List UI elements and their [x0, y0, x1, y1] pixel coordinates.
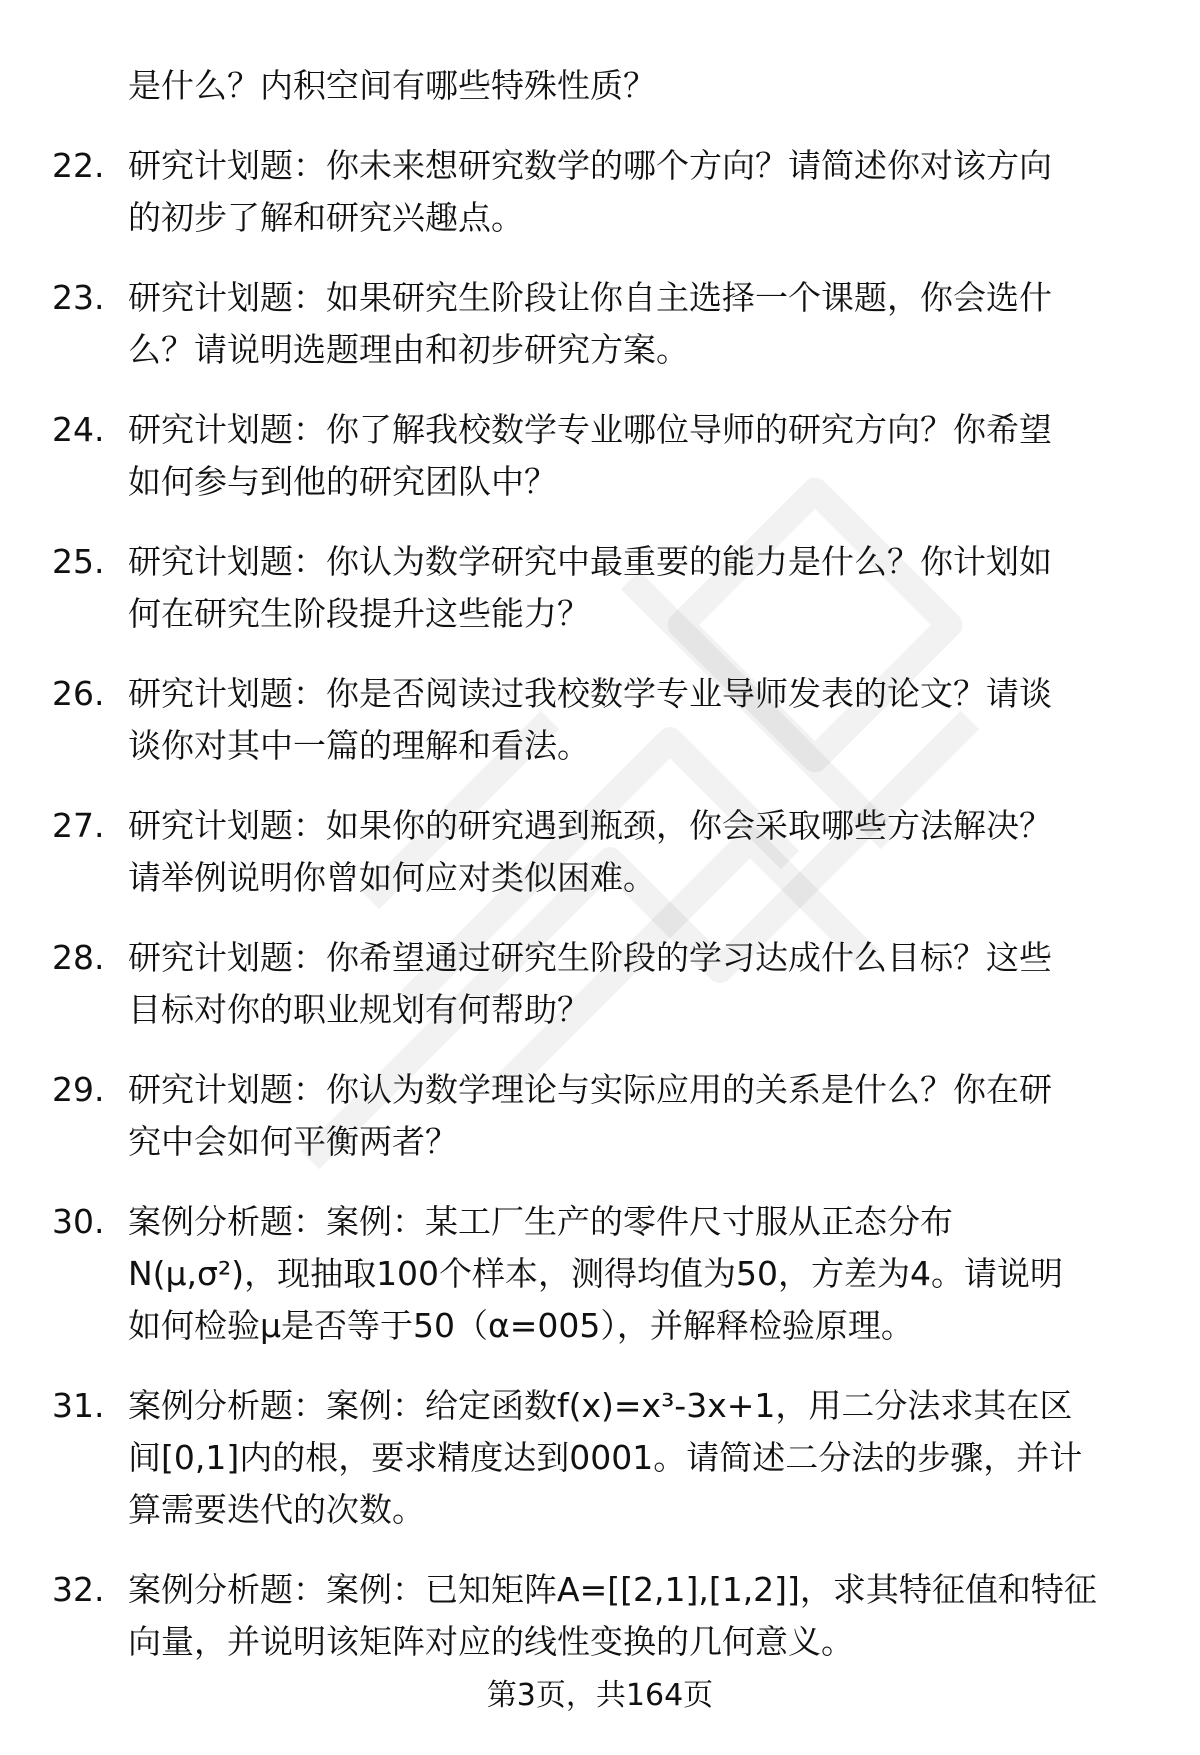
question-text-line: 向量，并说明该矩阵对应的线性变换的几何意义。 — [128, 1622, 854, 1661]
question-text-line: 研究计划题：你希望通过研究生阶段的学习达成什么目标？这些 — [128, 938, 1052, 977]
continued-question-text: 是什么？内积空间有哪些特殊性质？ — [128, 66, 656, 105]
question-item — [0, 272, 1158, 376]
question-number: 29. — [52, 1070, 105, 1109]
question-text-line: 研究计划题：你是否阅读过我校数学专业导师发表的论文？请谈 — [128, 674, 1052, 713]
question-text-line: 如何检验μ是否等于50（α=005），并解释检验原理。 — [128, 1306, 914, 1345]
question-text-line: 究中会如何平衡两者？ — [128, 1122, 458, 1161]
question-text-line: 研究计划题：你未来想研究数学的哪个方向？请简述你对该方向 — [128, 146, 1052, 185]
question-number: 27. — [52, 806, 105, 845]
question-text-line: 目标对你的职业规划有何帮助？ — [128, 990, 590, 1029]
question-text-line: 案例分析题：案例：给定函数f(x)=x³-3x+1，用二分法求其在区 — [128, 1386, 1073, 1425]
question-text-line: 么？请说明选题理由和初步研究方案。 — [128, 330, 689, 369]
question-number: 32. — [52, 1570, 105, 1609]
question-text-line: 请举例说明你曾如何应对类似困难。 — [128, 858, 656, 897]
question-item — [0, 800, 1158, 904]
question-text-line: 研究计划题：你认为数学理论与实际应用的关系是什么？你在研 — [128, 1070, 1052, 1109]
question-text-line: N(μ,σ²)，现抽取100个样本，测得均值为50，方差为4。请说明 — [128, 1254, 1064, 1293]
question-text-line: 的初步了解和研究兴趣点。 — [128, 198, 524, 237]
question-item — [0, 1380, 1158, 1536]
question-text-line: 算需要迭代的次数。 — [128, 1490, 425, 1529]
question-item — [0, 404, 1158, 508]
question-text-line: 谈你对其中一篇的理解和看法。 — [128, 726, 590, 765]
question-number: 22. — [52, 146, 105, 185]
question-number: 24. — [52, 410, 105, 449]
question-text-line: 案例分析题：案例：已知矩阵A=[[2,1],[1,2]]，求其特征值和特征 — [128, 1570, 1097, 1609]
question-text-line: 如何参与到他的研究团队中？ — [128, 462, 557, 501]
question-text-line: 案例分析题：案例：某工厂生产的零件尺寸服从正态分布 — [128, 1202, 953, 1241]
question-number: 30. — [52, 1202, 105, 1241]
question-text-line: 研究计划题：你了解我校数学专业哪位导师的研究方向？你希望 — [128, 410, 1052, 449]
question-item — [0, 1564, 1158, 1668]
question-number: 31. — [52, 1386, 105, 1425]
question-item — [0, 1196, 1158, 1352]
question-list — [0, 140, 1200, 1696]
question-item — [0, 536, 1158, 640]
question-number: 28. — [52, 938, 105, 977]
question-item — [0, 140, 1158, 244]
question-text-line: 研究计划题：如果你的研究遇到瓶颈，你会采取哪些方法解决？ — [128, 806, 1052, 845]
question-number: 23. — [52, 278, 105, 317]
page-footer: 第3页，共164页 — [486, 1678, 714, 1713]
question-item — [0, 668, 1158, 772]
question-text-line: 研究计划题：你认为数学研究中最重要的能力是什么？你计划如 — [128, 542, 1052, 581]
question-number: 25. — [52, 542, 105, 581]
question-text-line: 研究计划题：如果研究生阶段让你自主选择一个课题，你会选什 — [128, 278, 1052, 317]
question-item — [0, 932, 1158, 1036]
question-item — [0, 1064, 1158, 1168]
question-text-line: 何在研究生阶段提升这些能力？ — [128, 594, 590, 633]
question-text-line: 间[0,1]内的根，要求精度达到0001。请简述二分法的步骤，并计 — [128, 1438, 1083, 1477]
question-number: 26. — [52, 674, 105, 713]
